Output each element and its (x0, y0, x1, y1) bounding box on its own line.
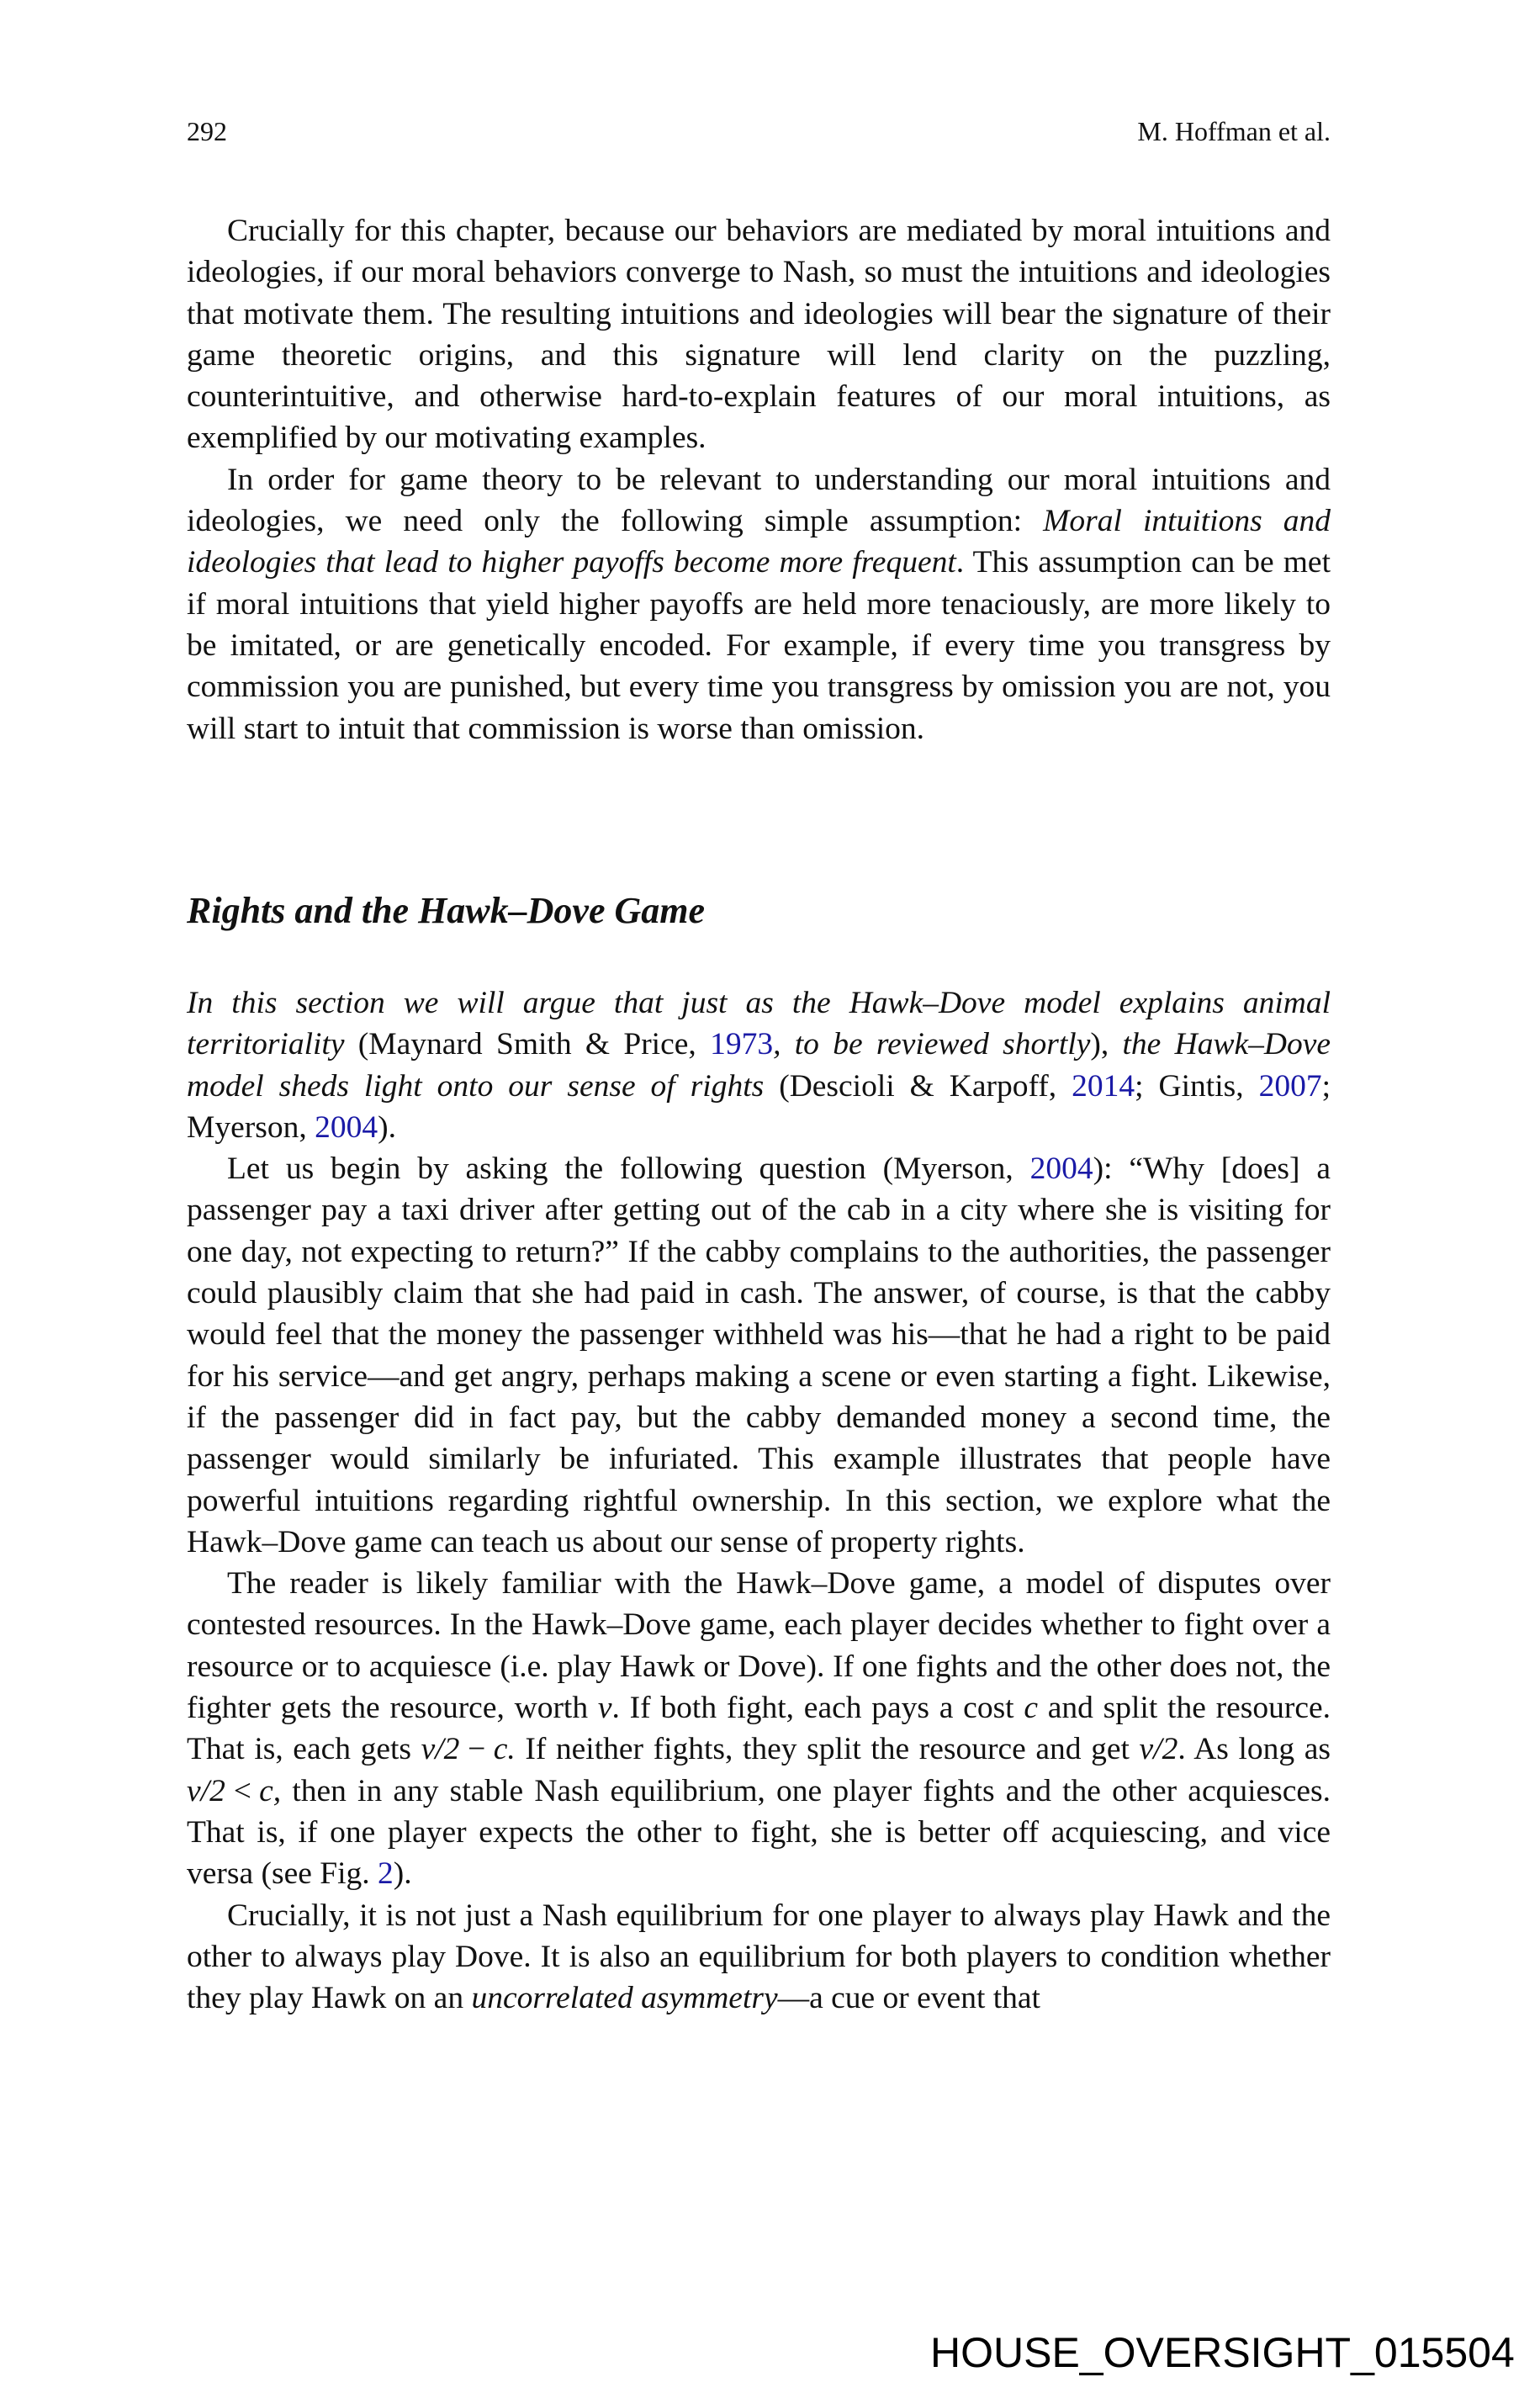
text-run: ; Gintis, (1135, 1068, 1259, 1104)
running-author: M. Hoffman et al. (1137, 116, 1331, 146)
text-run: . As long as (1177, 1732, 1331, 1767)
bates-stamp: HOUSE_OVERSIGHT_015504 (930, 2329, 1515, 2376)
text-run: —a cue or event that (777, 1981, 1040, 2016)
paragraph-taxi (187, 1148, 1331, 1563)
text-run: . This assumption can be met if moral intuitions that yield higher payoffs are held more tenaciously, are more likely to be imitated, or are genetically encoded. For example, if every time you transgress by commission you are punished, but every time you transgress by omission you are not, you will start to intuit that commission is worse than omission. (187, 545, 1331, 746)
text-run: the Hawk–Dove model sheds light onto our sense of rights (187, 1027, 1331, 1104)
text-run: ), (1090, 1027, 1123, 1062)
page-number: 292 (187, 116, 227, 146)
citation-link[interactable]: 2007 (1258, 1068, 1322, 1104)
math-c: c (1024, 1691, 1038, 1726)
text-run: The reader is likely familiar with the Hawk–Dove game, a model of disputes over contested resources. In the Hawk–Dove game, each player decides whether to fight over a resource or to acquiesce (i.e. play Hawk or Dove). If one fights and the other does not, the fighter gets the resource, worth (187, 1566, 1331, 1726)
citation-link[interactable]: 1973 (710, 1027, 774, 1062)
text-run: and split the resource. That is, each gets (187, 1691, 1331, 1767)
text-run: ): “Why [does] a passenger pay a taxi driver after getting out of the cab in a city where she is visiting for one day, not expecting to return?” If the cabby complains to the authorities, the passenger could plausibly claim that she had paid in cash. The answer, of course, is that the cabby would feel that the money the passenger withheld was his—that he had a right to be paid for his service—and get angry, perhaps making a scene or even starting a fight. Likewise, if the passenger did in fact pay, but the cabby demanded money a second time, the passenger would similarly be infuriated. This example illustrates that people have powerful intuitions regarding rightful ownership. In this section, we explore what the Hawk–Dove game can teach us about our sense of property rights. (187, 1151, 1331, 1559)
running-head (187, 116, 1331, 150)
text-run: ). (378, 1109, 396, 1145)
emphasis-assumption: Moral intuitions and ideologies that lead to higher payoffs become more frequent (187, 504, 1331, 580)
text-run: . If both fight, each pays a cost (611, 1691, 1024, 1726)
emphasis-term: uncorrelated asymmetry (471, 1981, 778, 2016)
text-run: Let us begin by asking the following question (Myerson, (227, 1151, 1030, 1187)
citation-link[interactable]: 2014 (1072, 1068, 1135, 1104)
section-abstract (187, 982, 1331, 1148)
text-run: Crucially, it is not just a Nash equilibrium for one player to always play Hawk and the other to always play Dove. It is also an equilibrium for both players to condition whether they play Hawk on an (187, 1898, 1331, 2016)
section-title: Rights and the Hawk–Dove Game (187, 890, 706, 931)
paragraph-hawk-dove (187, 1563, 1331, 1894)
math-expression: v/2 (1139, 1732, 1178, 1767)
text-run: then in any stable Nash equilibrium, one player fights and the other acquiesces. That is, if one player expects the other to fight, she is better off acquiescing, and vice versa (see Fig. (187, 1773, 1331, 1892)
paragraph-crucially (187, 1895, 1331, 2020)
math-v: v (597, 1691, 612, 1726)
citation-link[interactable]: 2004 (1029, 1151, 1093, 1187)
section-body (187, 982, 1331, 2019)
paragraph: Crucially for this chapter, because our behaviors are mediated by moral intuitions and ideologies, if our moral behaviors converge to Nash, so must the intuitions and ideologies that motivate them. The resulting intuitions and ideologies will bear the signature of their game theoretic origins, and this signature will lend clarity on the puzzling, counterintuitive, and otherwise hard-to-explain features of our moral intuitions, as exemplified by our motivating examples. (187, 214, 1331, 456)
figure-link[interactable]: 2 (378, 1856, 394, 1892)
math-expression: v/2 − c. (421, 1732, 516, 1767)
text-run: (Maynard Smith & Price, (344, 1027, 711, 1062)
text-run: , to be reviewed shortly (773, 1027, 1091, 1062)
text-run: In this section we will argue that just as the Hawk–Dove model explains animal territoriality (187, 986, 1331, 1062)
intro-text (187, 210, 1331, 749)
text-run: (Descioli & Karpoff, (764, 1068, 1072, 1104)
text-run: In order for game theory to be relevant to understanding our moral intuitions and ideologies, we need only the following simple assumption: (187, 462, 1331, 539)
math-expression: v/2 < c, (187, 1773, 282, 1808)
text-run: ; Myerson, (187, 1068, 1331, 1145)
paragraph (187, 459, 1331, 749)
citation-link[interactable]: 2004 (315, 1109, 378, 1145)
text-run: ). (393, 1856, 412, 1892)
text-run: If neither fights, they split the resource and get (515, 1732, 1140, 1767)
